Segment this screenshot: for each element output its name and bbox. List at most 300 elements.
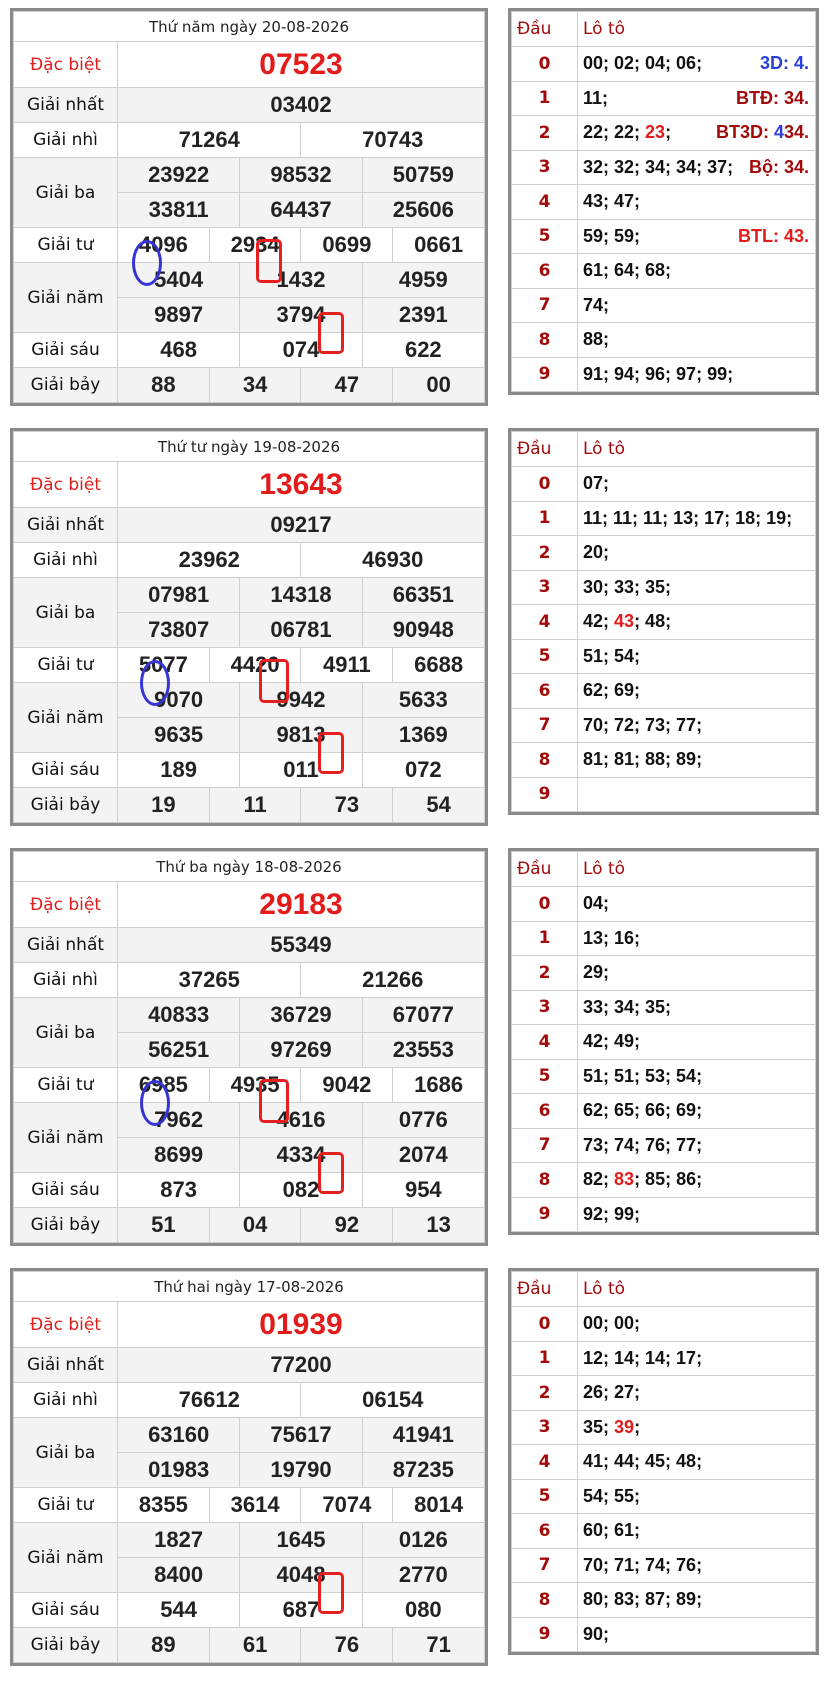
- loto-head-digit: 5: [512, 219, 578, 254]
- loto-head-digit: 3: [512, 990, 578, 1025]
- loto-head-digit: 6: [512, 1094, 578, 1129]
- loto-values: [578, 1376, 816, 1411]
- first-prize-number: 55349: [118, 928, 485, 963]
- loto-value-text: 35;: [583, 1416, 615, 1437]
- loto-head-dau: Đầu: [512, 1272, 578, 1307]
- special-prize-number: 29183: [118, 882, 485, 928]
- fifth-prize-number: 5404: [118, 263, 240, 298]
- loto-row: [512, 254, 816, 289]
- third-prize-number: 23922: [118, 158, 240, 193]
- day-block: [0, 0, 833, 410]
- loto-head-digit: 9: [512, 1197, 578, 1232]
- third-prize-number: 33811: [118, 193, 240, 228]
- highlight-box: [318, 1152, 344, 1194]
- loto-value-text: 00; 00;: [583, 1313, 641, 1334]
- third-prize-number: 56251: [118, 1033, 240, 1068]
- loto-value-text: 11; 11; 11; 13; 17; 18; 19;: [583, 507, 793, 528]
- loto-values: [578, 1479, 816, 1514]
- seventh-prize-number: 13: [393, 1208, 485, 1243]
- second-prize-number: 21266: [301, 963, 485, 998]
- loto-row: [512, 1548, 816, 1583]
- draw-date-title: Thứ hai ngày 17-08-2026: [14, 1272, 485, 1302]
- prize-label-sixth: Giải sáu: [14, 333, 118, 368]
- third-prize-number: 90948: [362, 613, 484, 648]
- seventh-prize-number: 54: [393, 788, 485, 823]
- third-prize-number: 07981: [118, 578, 240, 613]
- loto-row: [512, 1617, 816, 1652]
- loto-value-text: 51; 54;: [583, 645, 641, 666]
- third-prize-number: 98532: [240, 158, 362, 193]
- loto-value-text: ; 85; 86;: [634, 1169, 703, 1190]
- fifth-prize-number: 5633: [362, 683, 484, 718]
- seventh-prize-number: 34: [209, 368, 301, 403]
- third-prize-number: 73807: [118, 613, 240, 648]
- loto-values: [578, 467, 816, 502]
- loto-value-text: 54; 55;: [583, 1485, 641, 1506]
- fifth-prize-number: 2074: [362, 1138, 484, 1173]
- fifth-prize-number: 9813: [240, 718, 362, 753]
- loto-values: [578, 81, 816, 116]
- loto-row: [512, 1479, 816, 1514]
- loto-head-digit: 1: [512, 501, 578, 536]
- fifth-prize-number: 9070: [118, 683, 240, 718]
- fourth-prize-number: 0661: [393, 228, 485, 263]
- loto-row: [512, 1128, 816, 1163]
- sixth-prize-number: 082: [240, 1173, 362, 1208]
- loto-table: [508, 8, 819, 395]
- loto-value-text: ;: [634, 1416, 641, 1437]
- loto-value-text: 59; 59;: [583, 225, 641, 246]
- first-prize-number: 03402: [118, 88, 485, 123]
- loto-head-digit: 4: [512, 185, 578, 220]
- loto-head-digit: 2: [512, 536, 578, 571]
- highlight-circle: [140, 1080, 170, 1126]
- fifth-prize-number: 8699: [118, 1138, 240, 1173]
- loto-head-digit: 9: [512, 357, 578, 392]
- highlight-box: [318, 732, 344, 774]
- loto-value-text: 13; 16;: [583, 927, 641, 948]
- fifth-prize-number: 4048: [240, 1558, 362, 1593]
- loto-values: [578, 1094, 816, 1129]
- loto-values: [578, 605, 816, 640]
- seventh-prize-number: 71: [393, 1628, 485, 1663]
- prize-label-fifth: Giải năm: [14, 683, 118, 753]
- loto-head-digit: 3: [512, 150, 578, 185]
- seventh-prize-number: 88: [118, 368, 210, 403]
- loto-row: [512, 639, 816, 674]
- loto-value-text: 90;: [583, 1623, 610, 1644]
- stat-annotation: [736, 88, 809, 109]
- loto-value-text: ;: [665, 122, 672, 143]
- seventh-prize-number: 04: [209, 1208, 301, 1243]
- loto-row: [512, 357, 816, 392]
- loto-value-highlight: 43: [614, 611, 635, 632]
- prize-label-fifth: Giải năm: [14, 1523, 118, 1593]
- day-block: [0, 420, 833, 830]
- loto-head-digit: 2: [512, 956, 578, 991]
- loto-value-text: 26; 27;: [583, 1382, 641, 1403]
- seventh-prize-number: 92: [301, 1208, 393, 1243]
- fifth-prize-number: 2391: [362, 298, 484, 333]
- loto-values: [578, 570, 816, 605]
- loto-head-digit: 4: [512, 1445, 578, 1480]
- loto-values: [578, 921, 816, 956]
- loto-head-digit: 7: [512, 708, 578, 743]
- highlight-box: [259, 659, 289, 703]
- loto-values: [578, 116, 816, 151]
- fourth-prize-number: 8355: [118, 1488, 210, 1523]
- loto-head-loto: Lô tô: [578, 1272, 816, 1307]
- third-prize-number: 67077: [362, 998, 484, 1033]
- sixth-prize-number: 687: [240, 1593, 362, 1628]
- stat-text: 3D: 4.: [759, 53, 809, 73]
- loto-table: [508, 428, 819, 815]
- loto-value-text: 60; 61;: [583, 1520, 641, 1541]
- stat-text: 34.: [783, 122, 809, 142]
- sixth-prize-number: 074: [240, 333, 362, 368]
- fourth-prize-number: 5077: [118, 648, 210, 683]
- results-table: [10, 428, 488, 826]
- loto-row: [512, 674, 816, 709]
- third-prize-number: 36729: [240, 998, 362, 1033]
- highlight-box: [318, 312, 344, 354]
- prize-label-third: Giải ba: [14, 578, 118, 648]
- loto-value-text: 82;: [583, 1169, 615, 1190]
- loto-head-digit: 8: [512, 323, 578, 358]
- stat-text: BT3D:: [715, 122, 774, 142]
- prize-label-second: Giải nhì: [14, 123, 118, 158]
- seventh-prize-number: 51: [118, 1208, 210, 1243]
- loto-value-text: 61; 64; 68;: [583, 260, 672, 281]
- loto-head-digit: 6: [512, 674, 578, 709]
- loto-values: [578, 1514, 816, 1549]
- loto-row: [512, 777, 816, 812]
- prize-label-third: Giải ba: [14, 158, 118, 228]
- prize-label-fifth: Giải năm: [14, 263, 118, 333]
- loto-row: [512, 185, 816, 220]
- loto-table: [508, 1268, 819, 1655]
- loto-row: [512, 219, 816, 254]
- seventh-prize-number: 47: [301, 368, 393, 403]
- loto-row: [512, 1059, 816, 1094]
- loto-values: [578, 219, 816, 254]
- loto-values: [578, 47, 816, 82]
- third-prize-number: 14318: [240, 578, 362, 613]
- fourth-prize-number: 1686: [393, 1068, 485, 1103]
- loto-value-text: 29;: [583, 962, 610, 983]
- fifth-prize-number: 9942: [240, 683, 362, 718]
- highlight-circle: [140, 660, 170, 706]
- loto-value-text: 32; 32; 34; 34; 37;: [583, 156, 734, 177]
- fifth-prize-number: 8400: [118, 1558, 240, 1593]
- sixth-prize-number: 011: [240, 753, 362, 788]
- loto-values: [578, 1307, 816, 1342]
- loto-values: [578, 185, 816, 220]
- loto-head-digit: 3: [512, 570, 578, 605]
- loto-values: [578, 887, 816, 922]
- loto-row: [512, 467, 816, 502]
- loto-values: [578, 323, 816, 358]
- loto-head-digit: 1: [512, 921, 578, 956]
- loto-row: [512, 605, 816, 640]
- loto-value-text: 81; 81; 88; 89;: [583, 749, 703, 770]
- loto-head-digit: 5: [512, 1479, 578, 1514]
- loto-values: [578, 1548, 816, 1583]
- loto-values: [578, 1163, 816, 1198]
- third-prize-number: 41941: [362, 1418, 484, 1453]
- third-prize-number: 87235: [362, 1453, 484, 1488]
- loto-value-text: 70; 72; 73; 77;: [583, 714, 703, 735]
- loto-row: [512, 956, 816, 991]
- loto-head-digit: 2: [512, 116, 578, 151]
- loto-row: [512, 47, 816, 82]
- prize-label-special: Đặc biệt: [14, 1302, 118, 1348]
- loto-row: [512, 921, 816, 956]
- loto-values: [578, 1128, 816, 1163]
- loto-row: [512, 887, 816, 922]
- loto-values: [578, 1025, 816, 1060]
- fourth-prize-number: 2934: [209, 228, 301, 263]
- fifth-prize-number: 3794: [240, 298, 362, 333]
- loto-row: [512, 116, 816, 151]
- loto-row: [512, 81, 816, 116]
- loto-value-text: 73; 74; 76; 77;: [583, 1134, 703, 1155]
- draw-date-title: Thứ tư ngày 19-08-2026: [14, 432, 485, 462]
- prize-label-first: Giải nhất: [14, 1348, 118, 1383]
- results-table: [10, 1268, 488, 1666]
- loto-row: [512, 990, 816, 1025]
- seventh-prize-number: 11: [209, 788, 301, 823]
- loto-head-loto: Lô tô: [578, 432, 816, 467]
- loto-value-text: 20;: [583, 542, 610, 563]
- third-prize-number: 40833: [118, 998, 240, 1033]
- fifth-prize-number: 1432: [240, 263, 362, 298]
- seventh-prize-number: 00: [393, 368, 485, 403]
- second-prize-number: 71264: [118, 123, 301, 158]
- loto-head-digit: 8: [512, 1583, 578, 1618]
- third-prize-number: 19790: [240, 1453, 362, 1488]
- seventh-prize-number: 76: [301, 1628, 393, 1663]
- loto-value-text: 12; 14; 14; 17;: [583, 1347, 703, 1368]
- first-prize-number: 09217: [118, 508, 485, 543]
- special-prize-number: 01939: [118, 1302, 485, 1348]
- results-table: [10, 848, 488, 1246]
- loto-values: [578, 1341, 816, 1376]
- fourth-prize-number: 4420: [209, 648, 301, 683]
- loto-values: [578, 288, 816, 323]
- fifth-prize-number: 4959: [362, 263, 484, 298]
- prize-label-third: Giải ba: [14, 998, 118, 1068]
- fifth-prize-number: 9897: [118, 298, 240, 333]
- loto-value-highlight: 39: [614, 1416, 635, 1437]
- fourth-prize-number: 4935: [209, 1068, 301, 1103]
- third-prize-number: 23553: [362, 1033, 484, 1068]
- fourth-prize-number: 0699: [301, 228, 393, 263]
- first-prize-number: 77200: [118, 1348, 485, 1383]
- sixth-prize-number: 544: [118, 1593, 240, 1628]
- fifth-prize-number: 9635: [118, 718, 240, 753]
- highlight-box: [256, 239, 282, 283]
- loto-head-digit: 0: [512, 887, 578, 922]
- fourth-prize-number: 6985: [118, 1068, 210, 1103]
- loto-row: [512, 1025, 816, 1060]
- third-prize-number: 06781: [240, 613, 362, 648]
- fourth-prize-number: 4911: [301, 648, 393, 683]
- loto-value-text: 41; 44; 45; 48;: [583, 1451, 703, 1472]
- third-prize-number: 25606: [362, 193, 484, 228]
- stat-annotation: [738, 226, 809, 247]
- loto-values: [578, 639, 816, 674]
- day-block: [0, 1260, 833, 1670]
- loto-value-text: 11;: [583, 87, 609, 108]
- prize-label-fourth: Giải tư: [14, 1068, 118, 1103]
- third-prize-number: 66351: [362, 578, 484, 613]
- fifth-prize-number: 4616: [240, 1103, 362, 1138]
- loto-value-text: 00; 02; 04; 06;: [583, 53, 703, 74]
- fifth-prize-number: 2770: [362, 1558, 484, 1593]
- sixth-prize-number: 622: [362, 333, 484, 368]
- fifth-prize-number: 1645: [240, 1523, 362, 1558]
- loto-head-digit: 4: [512, 1025, 578, 1060]
- loto-row: [512, 1307, 816, 1342]
- loto-head-digit: 3: [512, 1410, 578, 1445]
- third-prize-number: 01983: [118, 1453, 240, 1488]
- sixth-prize-number: 873: [118, 1173, 240, 1208]
- loto-row: [512, 1163, 816, 1198]
- loto-value-text: 88;: [583, 329, 610, 350]
- fourth-prize-number: 4096: [118, 228, 210, 263]
- loto-values: [578, 708, 816, 743]
- loto-values: [578, 1197, 816, 1232]
- prize-label-sixth: Giải sáu: [14, 1593, 118, 1628]
- prize-label-second: Giải nhì: [14, 543, 118, 578]
- loto-head-dau: Đầu: [512, 432, 578, 467]
- special-prize-number: 13643: [118, 462, 485, 508]
- prize-label-first: Giải nhất: [14, 88, 118, 123]
- loto-value-text: 22; 22;: [583, 122, 646, 143]
- fifth-prize-number: 0776: [362, 1103, 484, 1138]
- fifth-prize-number: 4334: [240, 1138, 362, 1173]
- third-prize-number: 75617: [240, 1418, 362, 1453]
- sixth-prize-number: 072: [362, 753, 484, 788]
- prize-label-second: Giải nhì: [14, 963, 118, 998]
- prize-label-sixth: Giải sáu: [14, 1173, 118, 1208]
- sixth-prize-number: 468: [118, 333, 240, 368]
- loto-values: [578, 1059, 816, 1094]
- loto-value-text: 42; 49;: [583, 1031, 641, 1052]
- loto-row: [512, 288, 816, 323]
- loto-value-text: 07;: [583, 473, 610, 494]
- loto-head-digit: 2: [512, 1376, 578, 1411]
- loto-row: [512, 1094, 816, 1129]
- special-prize-number: 07523: [118, 42, 485, 88]
- prize-label-fifth: Giải năm: [14, 1103, 118, 1173]
- prize-label-seventh: Giải bảy: [14, 788, 118, 823]
- prize-label-fourth: Giải tư: [14, 648, 118, 683]
- loto-value-text: 42;: [583, 611, 615, 632]
- loto-values: [578, 357, 816, 392]
- loto-row: [512, 323, 816, 358]
- fourth-prize-number: 6688: [393, 648, 485, 683]
- seventh-prize-number: 73: [301, 788, 393, 823]
- third-prize-number: 50759: [362, 158, 484, 193]
- draw-date-title: Thứ ba ngày 18-08-2026: [14, 852, 485, 882]
- stat-annotation: [716, 122, 809, 143]
- loto-head-digit: 6: [512, 1514, 578, 1549]
- second-prize-number: 70743: [301, 123, 485, 158]
- loto-head-digit: 7: [512, 1548, 578, 1583]
- loto-row: [512, 1410, 816, 1445]
- results-table: [10, 8, 488, 406]
- second-prize-number: 37265: [118, 963, 301, 998]
- stat-annotation: [749, 157, 809, 178]
- day-block: [0, 840, 833, 1250]
- stat-text: 4: [773, 122, 784, 142]
- seventh-prize-number: 61: [209, 1628, 301, 1663]
- prize-label-first: Giải nhất: [14, 508, 118, 543]
- loto-head-loto: Lô tô: [578, 12, 816, 47]
- second-prize-number: 06154: [301, 1383, 485, 1418]
- fifth-prize-number: 7962: [118, 1103, 240, 1138]
- loto-row: [512, 1583, 816, 1618]
- loto-value-text: 70; 71; 74; 76;: [583, 1554, 703, 1575]
- loto-values: [578, 674, 816, 709]
- loto-value-text: 30; 33; 35;: [583, 576, 672, 597]
- sixth-prize-number: 189: [118, 753, 240, 788]
- loto-value-highlight: 23: [645, 122, 666, 143]
- second-prize-number: 46930: [301, 543, 485, 578]
- loto-values: [578, 777, 816, 812]
- loto-value-text: ; 48;: [634, 611, 672, 632]
- sixth-prize-number: 080: [362, 1593, 484, 1628]
- prize-label-special: Đặc biệt: [14, 42, 118, 88]
- prize-label-seventh: Giải bảy: [14, 368, 118, 403]
- loto-values: [578, 1410, 816, 1445]
- loto-values: [578, 536, 816, 571]
- loto-value-text: 62; 65; 66; 69;: [583, 1100, 703, 1121]
- prize-label-third: Giải ba: [14, 1418, 118, 1488]
- loto-row: [512, 501, 816, 536]
- loto-head-digit: 9: [512, 777, 578, 812]
- loto-value-text: 80; 83; 87; 89;: [583, 1589, 703, 1610]
- fourth-prize-number: 8014: [393, 1488, 485, 1523]
- loto-value-text: 51; 51; 53; 54;: [583, 1065, 703, 1086]
- fifth-prize-number: 1369: [362, 718, 484, 753]
- second-prize-number: 76612: [118, 1383, 301, 1418]
- loto-row: [512, 536, 816, 571]
- loto-value-highlight: 83: [614, 1169, 635, 1190]
- prize-label-second: Giải nhì: [14, 1383, 118, 1418]
- loto-values: [578, 254, 816, 289]
- prize-label-fourth: Giải tư: [14, 228, 118, 263]
- loto-value-text: 62; 69;: [583, 680, 641, 701]
- loto-head-dau: Đầu: [512, 852, 578, 887]
- loto-head-digit: 0: [512, 467, 578, 502]
- loto-values: [578, 501, 816, 536]
- loto-head-digit: 0: [512, 47, 578, 82]
- loto-row: [512, 570, 816, 605]
- loto-head-dau: Đầu: [512, 12, 578, 47]
- loto-head-digit: 1: [512, 1341, 578, 1376]
- loto-values: [578, 1445, 816, 1480]
- loto-value-text: 91; 94; 96; 97; 99;: [583, 363, 734, 384]
- stat-annotation: [760, 53, 809, 74]
- seventh-prize-number: 19: [118, 788, 210, 823]
- loto-values: [578, 1583, 816, 1618]
- third-prize-number: 64437: [240, 193, 362, 228]
- fifth-prize-number: 1827: [118, 1523, 240, 1558]
- loto-head-digit: 7: [512, 1128, 578, 1163]
